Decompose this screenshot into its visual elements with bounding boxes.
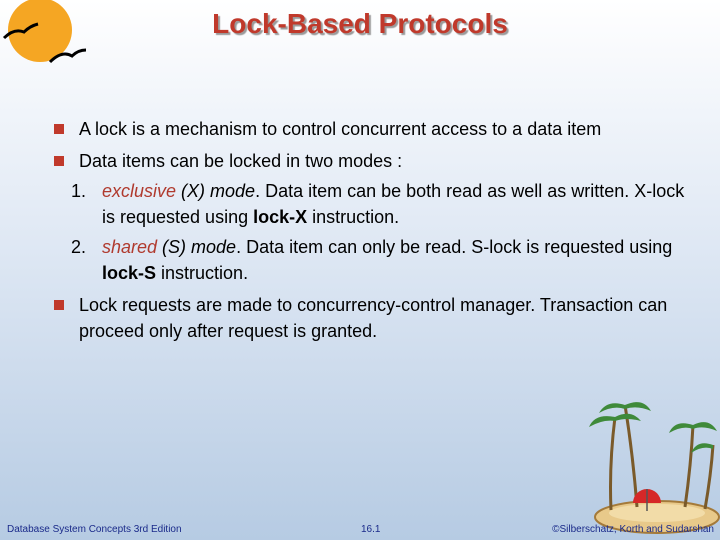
mode-name: shared [102,237,158,257]
mode-instruction: lock-X [253,207,308,227]
mode-number: 1. [71,181,87,201]
lock-mode-item [71,234,692,286]
mode-description: . Data item can only be read. S-lock is requested using [236,237,673,257]
bullet-item [52,116,692,142]
slide-title: Lock-Based Protocols [212,8,508,39]
bullet-square-icon [54,124,64,134]
bullet-square-icon [54,300,64,310]
lock-mode-item [71,178,692,230]
bullet-square-icon [54,156,64,166]
footer-right: ©Silberschatz, Korth and Sudarshan [552,524,714,535]
mode-tag: (S) mode [157,237,237,257]
page-number: 16.1 [361,524,381,535]
mode-tag: (X) mode [176,181,256,201]
palm-island-icon [585,395,720,540]
footer-left: Database System Concepts 3rd Edition [7,524,182,535]
bullet-text: Lock requests are made to concurrency-control manager. Transaction can proceed only after request is granted. [79,295,668,341]
bullet-item [52,148,692,174]
bullet-item [52,292,692,344]
mode-instruction: lock-S [102,263,157,283]
mode-end: instruction. [307,207,400,227]
bullet-list [52,116,692,344]
mode-number: 2. [71,237,87,257]
lock-mode-list [71,178,692,286]
bullet-text: Data items can be locked in two modes : [79,151,403,171]
mode-name: exclusive [102,181,177,201]
bullet-text: A lock is a mechanism to control concurrent access to a data item [79,119,602,139]
mode-description: . Data item can be both read as well as written. X-lock is requested using [102,181,685,227]
mode-end: instruction. [156,263,249,283]
